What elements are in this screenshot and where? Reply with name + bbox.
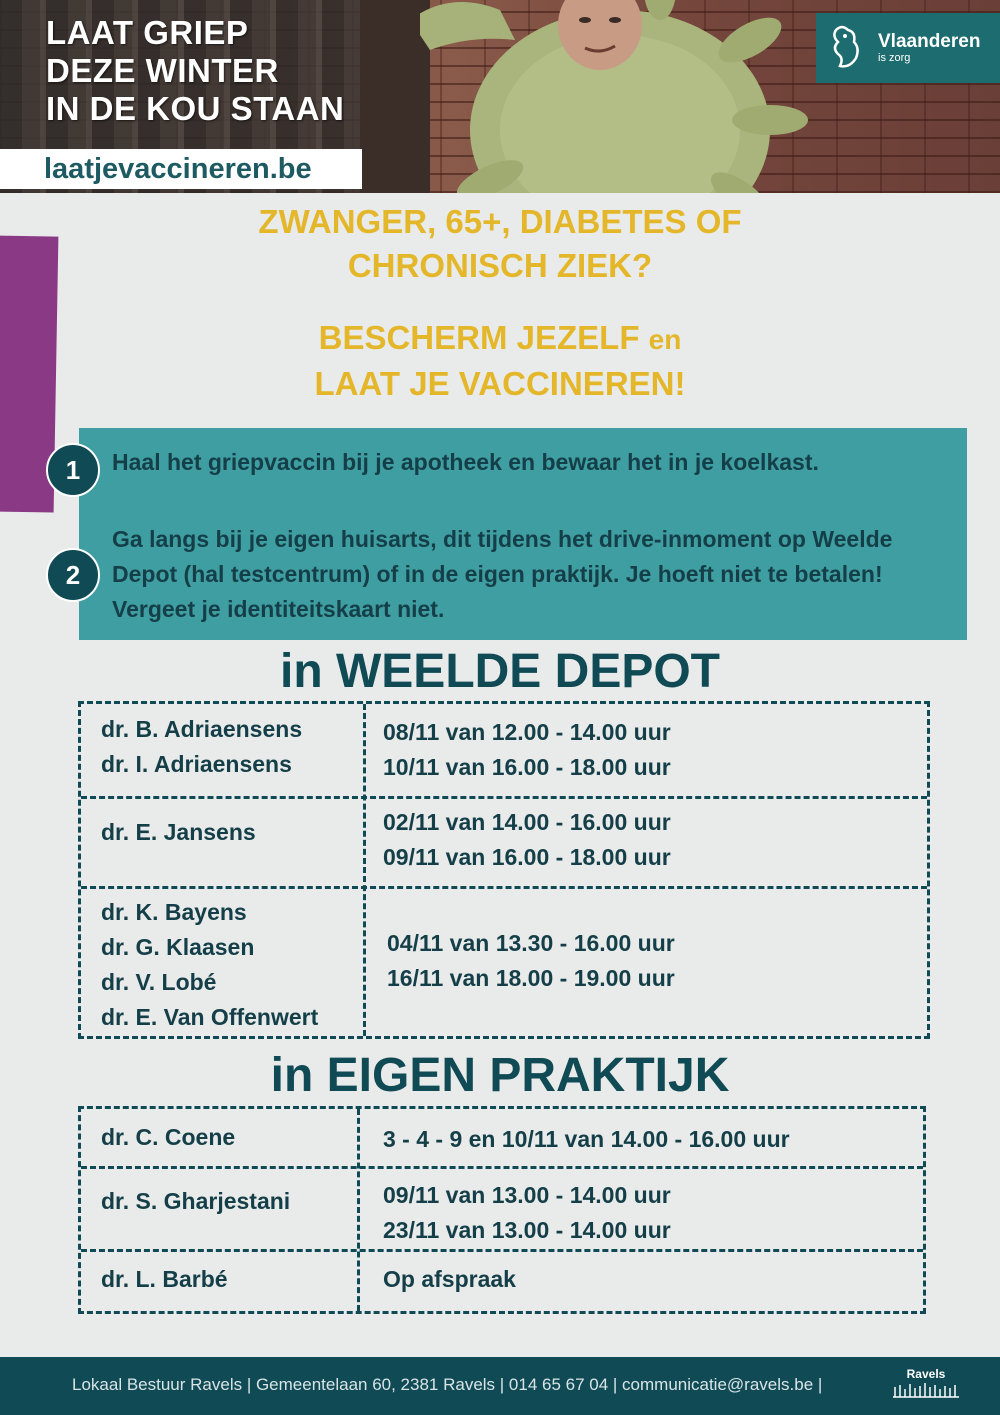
headline-line-1: LAAT GRIEP [46,14,249,51]
eigen-praktijk-table [78,1106,926,1314]
doctor-name: dr. G. Klaasen [101,934,255,960]
table-row [81,886,927,1036]
flu-virus-costume-illustration [420,0,810,193]
doctor-name: dr. B. Adriaensens [101,716,303,742]
time-slot: 10/11 van 16.00 - 18.00 uur [383,754,671,780]
headline-line-2: DEZE WINTER [46,52,279,89]
doctor-name: dr. S. Gharjestani [101,1188,291,1214]
step-1-text: Haal het griepvaccin bij je apotheek en bewaar het in je koelkast. [112,449,819,475]
footer-contact-info: Lokaal Bestuur Ravels | Gemeentelaan 60, 2381 Ravels | 014 65 67 04 | communicatie@ravels.be | [72,1375,823,1394]
ravels-logo [886,1367,966,1407]
headline-line-3: IN DE KOU STAAN [46,90,345,127]
time-slot: 23/11 van 13.00 - 14.00 uur [383,1217,671,1243]
target-group-line-2: CHRONISCH ZIEK? [347,247,653,284]
cta-line-2: LAAT JE VACCINEREN! [314,365,686,402]
step-1-badge: 1 [46,443,100,497]
doctor-names [101,712,302,782]
eigen-praktijk-title: in EIGEN PRAKTIJK [270,1049,730,1102]
time-slots [383,1178,671,1248]
campaign-url-link[interactable]: laatjevaccineren.be [0,149,362,189]
doctor-name: dr. E. Van Offenwert [101,1004,319,1030]
target-group-heading [0,200,1000,288]
table-row [81,1166,923,1249]
doctor-name: dr. C. Coene [101,1124,236,1150]
target-group-line-1: ZWANGER, 65+, DIABETES OF [258,203,742,240]
table-row [81,1249,923,1311]
time-slot: 09/11 van 13.00 - 14.00 uur [383,1182,671,1208]
time-slots [383,1262,516,1297]
time-slot: 02/11 van 14.00 - 16.00 uur [383,809,671,835]
weelde-depot-title: in WEELDE DEPOT [279,645,720,698]
doctor-names [101,815,256,850]
call-to-action-heading [0,316,1000,406]
step-2-badge: 2 [46,548,100,602]
doctor-name: dr. E. Jansens [101,819,256,845]
vlaanderen-logo [816,13,1000,83]
headline [46,14,344,128]
time-slots [383,715,671,785]
table-row [81,1109,923,1166]
doctor-names [101,1184,290,1219]
flemish-lion-icon [828,24,864,72]
step-2-text: Ga langs bij je eigen huisarts, dit tijdens het drive-inmoment op Weelde Depot (hal testcentrum) of in de eigen praktijk. Je hoeft niet te betalen! Vergeet je identiteitskaart niet. [112,526,893,622]
time-slot: Op afspraak [383,1266,516,1292]
time-slots [383,1122,790,1157]
time-slot: 04/11 van 13.30 - 16.00 uur [387,930,675,956]
table-row [81,796,927,886]
doctor-name: dr. K. Bayens [101,899,247,925]
ravels-skyline-icon [891,1381,961,1399]
logo-name: Vlaanderen [878,31,981,52]
doctor-names [101,1120,235,1155]
time-slot: 3 - 4 - 9 en 10/11 van 14.00 - 16.00 uur [383,1126,790,1152]
header-photo [0,0,1000,193]
logo-tagline: is zorg [878,52,911,64]
doctor-names [101,1262,228,1297]
doctor-name: dr. V. Lobé [101,969,217,995]
time-slot: 09/11 van 16.00 - 18.00 uur [383,844,671,870]
weelde-depot-table [78,701,930,1039]
doctor-name: dr. L. Barbé [101,1266,228,1292]
footer [0,1357,1000,1415]
time-slot: 16/11 van 18.00 - 19.00 uur [387,965,675,991]
table-row [81,704,927,796]
time-slot: 08/11 van 12.00 - 14.00 uur [383,719,671,745]
doctor-name: dr. I. Adriaensens [101,751,292,777]
time-slots [383,805,671,875]
time-slots [387,926,675,996]
ravels-logo-text: Ravels [906,1367,946,1381]
doctor-names [101,895,318,1035]
cta-connector: en [648,324,682,355]
cta-line-1: BESCHERM JEZELF [318,319,640,356]
